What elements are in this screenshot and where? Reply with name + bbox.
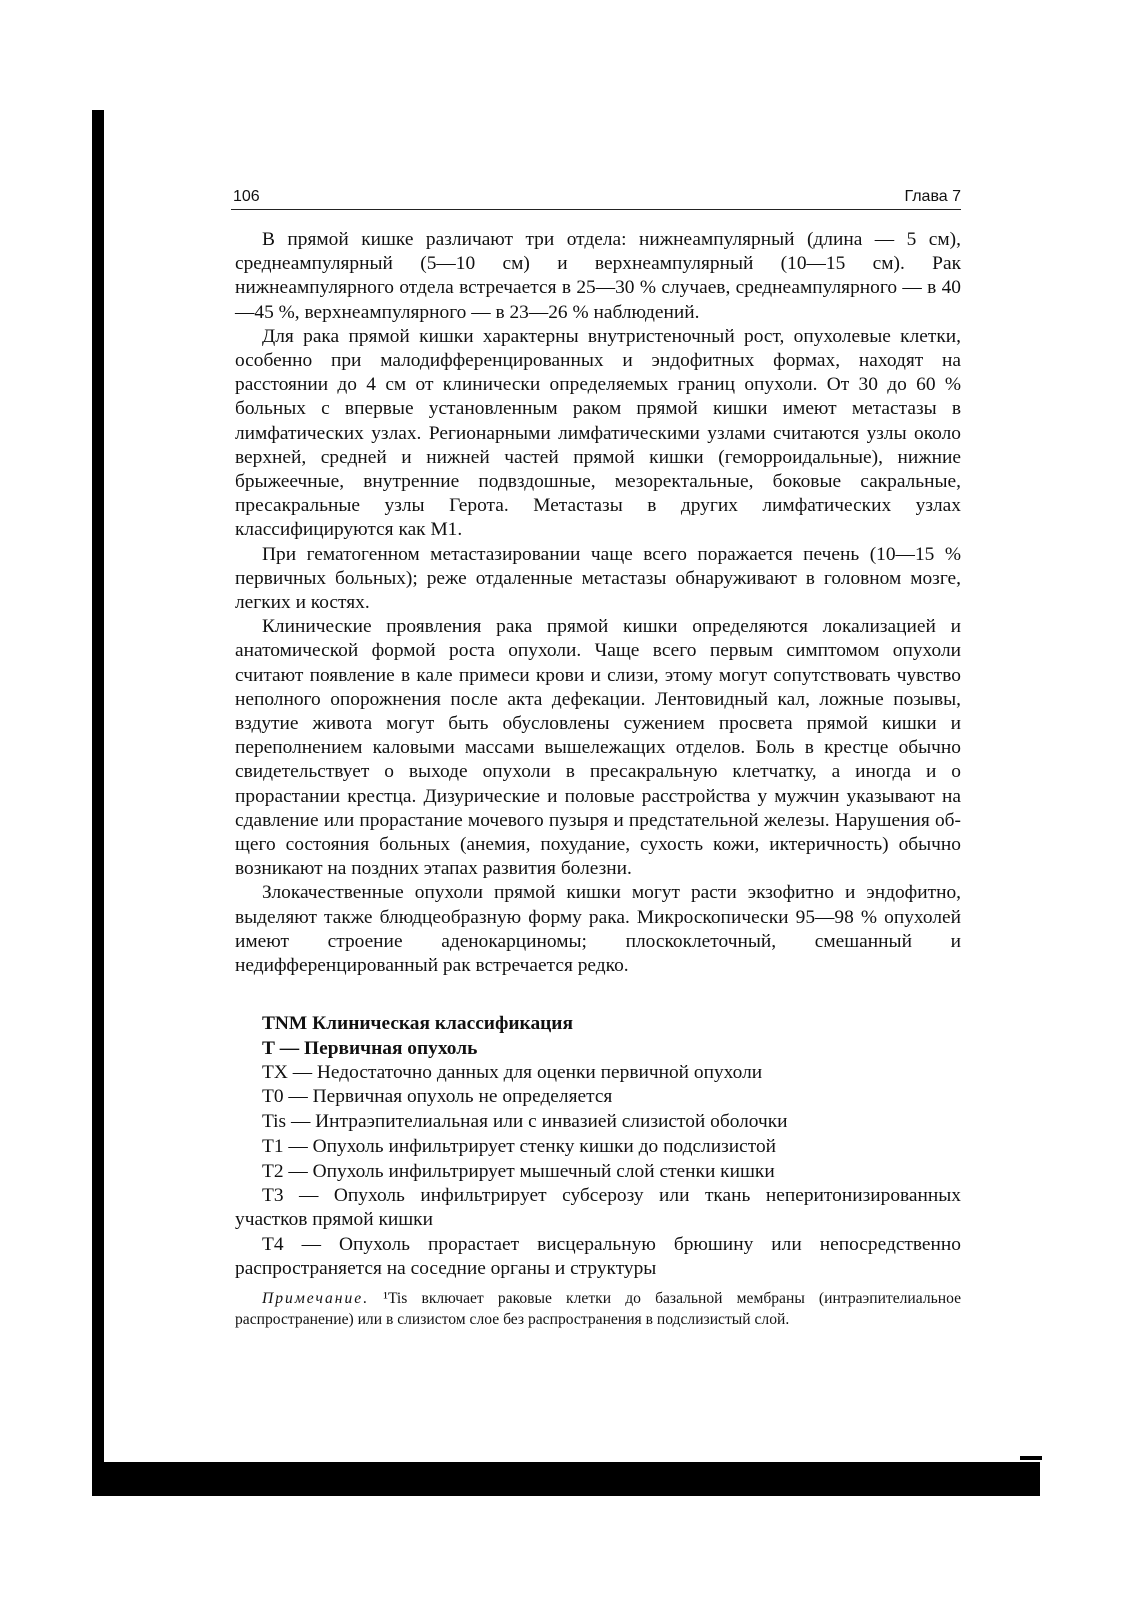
scan-binding-edge-left — [92, 110, 104, 1495]
running-head — [231, 188, 961, 210]
paragraph: Клинические проявления рака прямой кишки определяются локализацией и анатомической формой роста опухоли. Чаще всего первым симптомом опухоли считают появление в кале примеси крови и слизи, этому могут сопутствовать чувство неполного опорожнения после акта дефекации. Лентовидный кал, ложные позывы, вздутие живота могут быть обусловлены сужением просвета прямой кишки и переполнением каловыми массами вышележащих отделов. Боль в крестце обычно свидетельствует о выходе опухоли в пресакральную клетчатку, а иногда и о прорастании крестца. Дизурические и половые расстройства у мужчин указывают на сдавление или прорастание мочевого пузыря и предстательной железы. Нарушения общего состояния больных (анемия, похудание, сухость кожи, иктеричность) обычно возникают на поздних этапах развития болезни. — [235, 616, 961, 880]
tnm-item-t3: Т3 — Опухоль инфильтрирует субсерозу или ткань неперитонизированных участков прямой кишки — [235, 1185, 961, 1231]
footnote — [235, 1288, 961, 1330]
tnm-classification — [235, 1012, 961, 1281]
footnote-label: Примечание. — [262, 1289, 370, 1307]
paragraph: В прямой кишке различают три отдела: нижнеампулярный (длина — 5 см), среднеампулярный (5—10 см) и верхнеампулярный (10—15 см). Рак нижнеампулярного отдела встречается в 25—30 % случаев, среднеампулярного — в 40—45 %, верхнеампулярного — в 23—26 % наблюдений. — [235, 229, 961, 323]
tnm-item-tis: Tis — Интраэпителиальная или с инвазией слизистой оболочки — [262, 1111, 788, 1133]
footnote-text: ¹Tis включает раковые клетки до базальной мембраны (интраэпителиальное распространение) или в слизистом слое без распространения в подслизистый слой. — [235, 1289, 961, 1328]
tnm-item-t2: Т2 — Опухоль инфильтрирует мышечный слой стенки кишки — [262, 1160, 775, 1182]
tnm-item-t4: Т4 — Опухоль прорастает висцеральную брюшину или непосредственно распространяется на соседние органы и структуры — [235, 1234, 961, 1280]
chapter-label: Глава 7 — [904, 188, 961, 205]
page-number: 106 — [233, 188, 260, 205]
tnm-item-t1: Т1 — Опухоль инфильтрирует стенку кишки до подслизистой — [262, 1135, 777, 1157]
paragraph: Злокачественные опухоли прямой кишки могут расти экзофитно и эндофитно, выделяют также блюдцеобразную форму рака. Микроскопически 95—98 % опухолей имеют строение аденокарциномы; плоскоклеточный, смешанный и недифференцированный рак встречается редко. — [235, 882, 961, 977]
scan-binding-edge-bottom — [92, 1462, 1040, 1496]
tnm-subtitle: Т — Первичная опухоль — [262, 1037, 478, 1059]
header-rule — [231, 209, 961, 210]
tnm-item-tx: ТХ — Недостаточно данных для оценки первичной опухоли — [262, 1061, 763, 1083]
scan-edge-artifact — [1020, 1456, 1042, 1460]
body-text — [235, 228, 961, 1330]
tnm-title: TNM Клиническая классификация — [262, 1013, 573, 1035]
paragraph: При гематогенном метастазировании чаще всего поражается печень (10—15 % первичных больных); реже отдаленные метастазы обнаруживают в головном мозге, легких и костях. — [235, 543, 961, 614]
section-gap — [235, 978, 961, 1012]
paragraph: Для рака прямой кишки характерны внутристеночный рост, опухолевые клетки, особенно при малодифференцированных и эндофитных формах, находят на расстоянии до 4 см от клинически определяемых границ опухоли. От 30 до 60 % больных с впервые установленным раком прямой кишки имеют метастазы в лимфатических узлах. Регионарными лимфатическими узлами считаются узлы около верхней, средней и нижней частей прямой кишки (геморроидальные), нижние брыжеечные, внутренние подвздошные, мезоректальные, боковые сакральные, пресакральные узлы Герота. Метастазы в других лимфатических узлах классифицируются как М1. — [235, 325, 961, 541]
tnm-item-t0: Т0 — Первичная опухоль не определяется — [262, 1086, 613, 1108]
